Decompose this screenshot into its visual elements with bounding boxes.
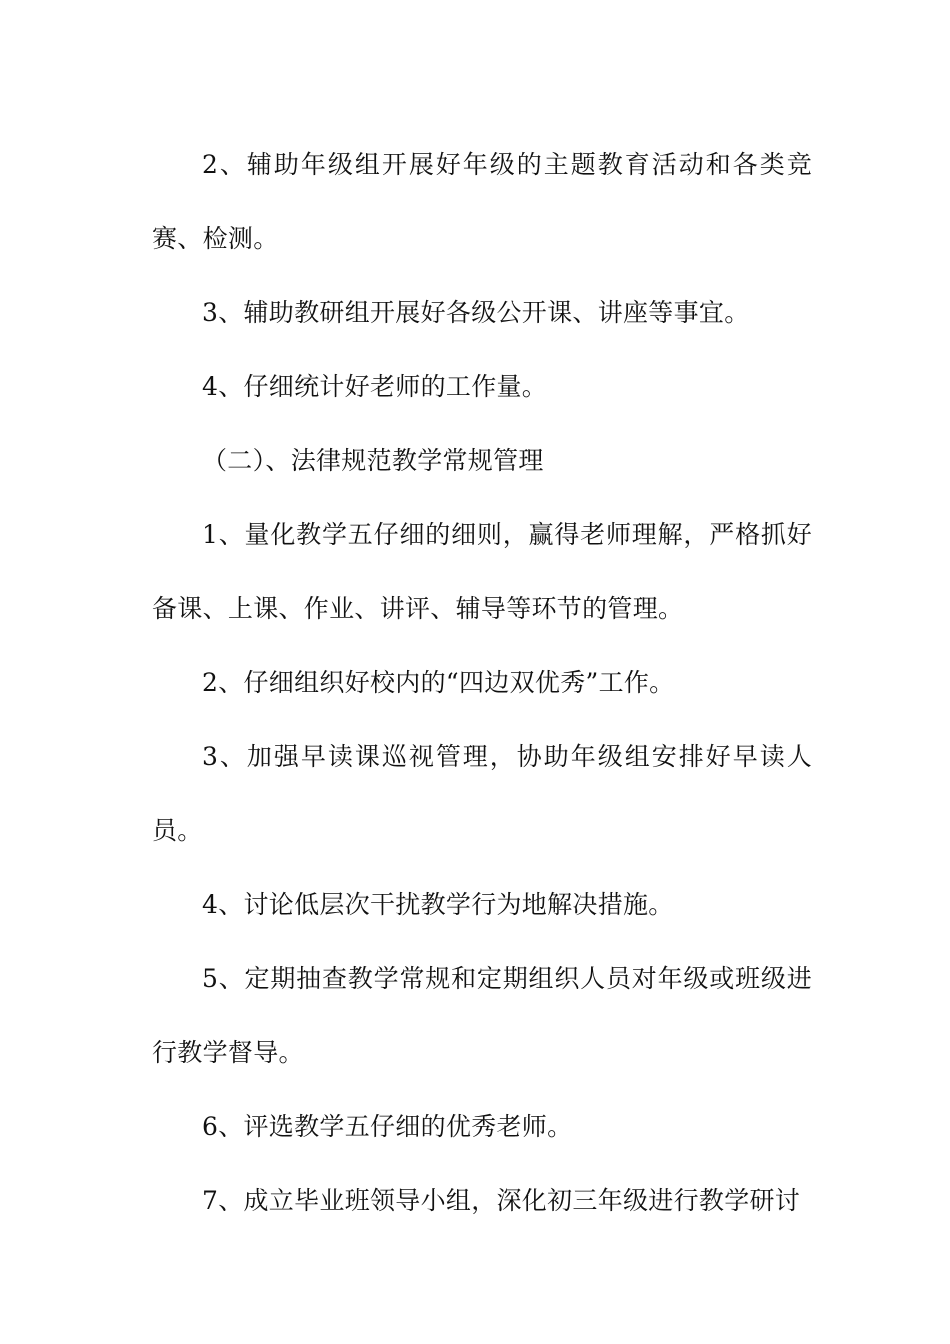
paragraph-3: 4、仔细统计好老师的工作量。 [202, 372, 548, 401]
paragraph-1: 2、辅助年级组开展好年级的主题教育活动和各类竞赛、检测。 [152, 150, 812, 253]
section-heading: （二）、法律规范教学常规管理 [202, 446, 544, 475]
paragraph-2: 3、辅助教研组开展好各级公开课、讲座等事宜。 [202, 298, 750, 327]
paragraph-8: 5、定期抽查教学常规和定期组织人员对年级或班级进行教学督导。 [152, 964, 812, 1067]
paragraph-7: 4、讨论低层次干扰教学行为地解决措施。 [202, 890, 674, 919]
document-body [152, 128, 812, 1238]
paragraph-9: 6、评选教学五仔细的优秀老师。 [202, 1112, 573, 1141]
paragraph-10: 7、成立毕业班领导小组，深化初三年级进行教学研讨 [202, 1186, 801, 1215]
paragraph-4: 1、量化教学五仔细的细则，赢得老师理解，严格抓好备课、上课、作业、讲评、辅导等环节的管理。 [152, 520, 812, 623]
paragraph-6: 3、加强早读课巡视管理，协助年级组安排好早读人员。 [152, 742, 812, 845]
paragraph-5: 2、仔细组织好校内的“四边双优秀”工作。 [202, 668, 675, 697]
